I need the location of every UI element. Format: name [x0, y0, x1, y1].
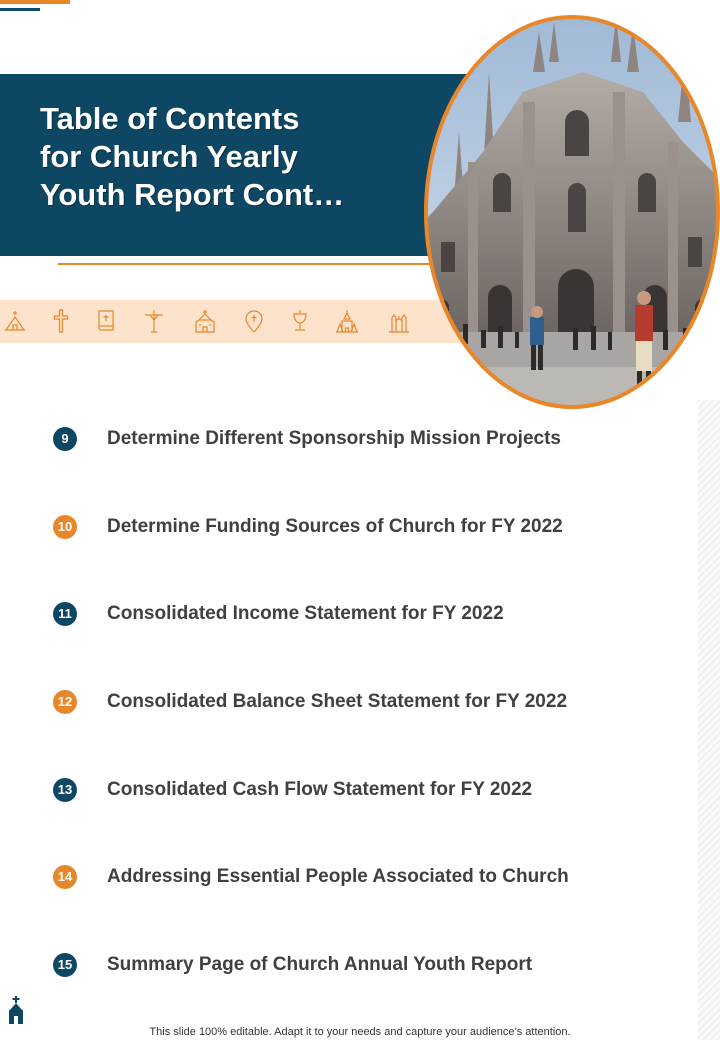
- footer-note: This slide 100% editable. Adapt it to your needs and capture your audience’s attention.: [149, 1026, 571, 1038]
- top-accent-bar-secondary: [0, 8, 40, 11]
- toc-number-badge: 15: [53, 953, 77, 977]
- toc-number-badge: 12: [53, 690, 77, 714]
- toc-item-13[interactable]: [53, 778, 653, 804]
- toc-item-15[interactable]: [53, 953, 653, 979]
- chapel-icon: [2, 308, 28, 334]
- toc-item-12[interactable]: [53, 690, 653, 716]
- toc-item-label: Summary Page of Church Annual Youth Report: [107, 954, 533, 975]
- toc-item-label: Determine Funding Sources of Church for FY 2022: [107, 516, 563, 537]
- toc-item-label: Addressing Essential People Associated to Church: [107, 866, 569, 887]
- chalice-icon: [287, 308, 313, 334]
- toc-number-badge: 13: [53, 778, 77, 802]
- title-line-3: Youth Report Cont…: [40, 177, 345, 212]
- church-logo-icon: [6, 996, 26, 1026]
- toc-item-11[interactable]: [53, 602, 653, 628]
- title-line-2: for Church Yearly: [40, 139, 298, 174]
- top-accent-bar: [0, 0, 70, 4]
- page-title: [40, 100, 400, 214]
- toc-item-label: Determine Different Sponsorship Mission Projects: [107, 428, 561, 449]
- cathedral-photo: [423, 12, 720, 412]
- title-underline: [58, 263, 434, 265]
- toc-item-14[interactable]: [53, 865, 653, 891]
- church-building-icon: [192, 308, 218, 334]
- toc-number-badge: 9: [53, 427, 77, 451]
- location-pin-icon: [241, 308, 267, 334]
- toc-item-label: Consolidated Balance Sheet Statement for FY 2022: [107, 691, 568, 712]
- toc-item-label: Consolidated Cash Flow Statement for FY 2022: [107, 779, 533, 800]
- cross-icon: [48, 308, 74, 334]
- domed-church-icon: [386, 308, 412, 334]
- toc-item-9[interactable]: [53, 427, 653, 453]
- decorative-stripe: [698, 400, 720, 1040]
- cathedral-icon: [334, 308, 360, 334]
- crucifix-icon: [141, 308, 167, 334]
- toc-item-10[interactable]: [53, 515, 653, 541]
- toc-number-badge: 11: [53, 602, 77, 626]
- title-line-1: Table of Contents: [40, 101, 300, 136]
- toc-item-label: Consolidated Income Statement for FY 2022: [107, 603, 504, 624]
- toc-number-badge: 10: [53, 515, 77, 539]
- bible-icon: [94, 308, 120, 334]
- toc-number-badge: 14: [53, 865, 77, 889]
